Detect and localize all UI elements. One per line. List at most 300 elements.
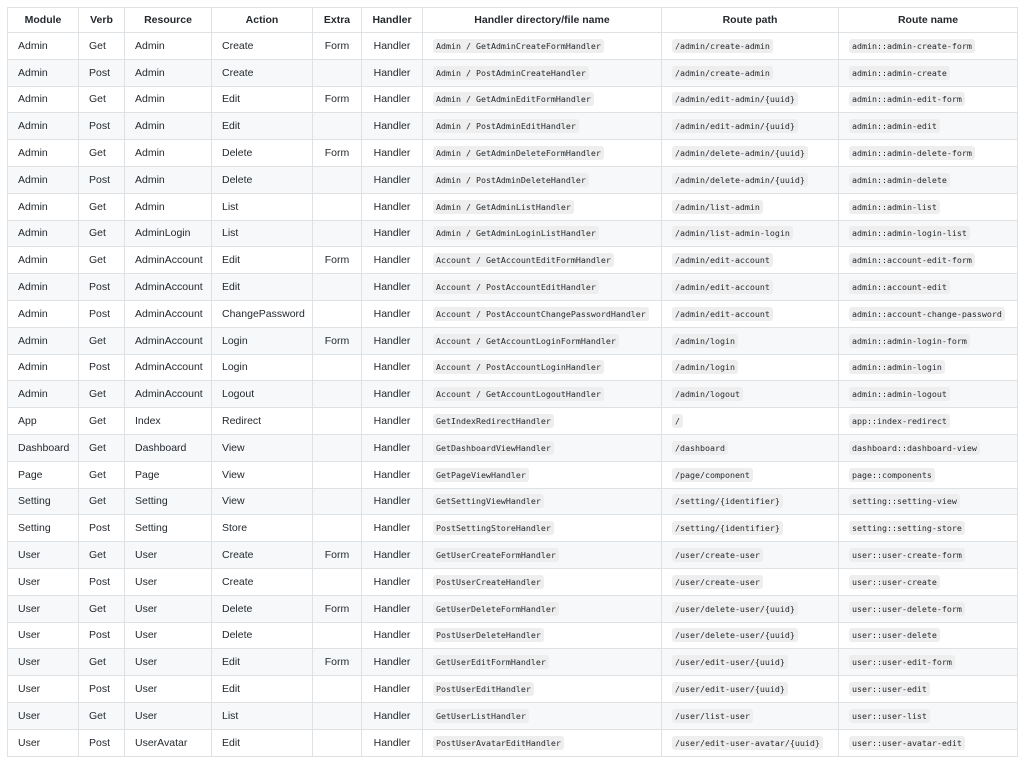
table-row xyxy=(8,59,1018,86)
cell-resource: Admin xyxy=(125,33,212,60)
cell-route-path-code: /admin/edit-account xyxy=(672,307,773,321)
cell-verb: Post xyxy=(79,729,125,756)
cell-route-path-code: /setting/{identifier} xyxy=(672,521,783,535)
cell-handler: Handler xyxy=(362,542,423,569)
cell-handler: Handler xyxy=(362,488,423,515)
cell-route-path-code: /admin/create-admin xyxy=(672,39,773,53)
cell-route-name xyxy=(839,247,1018,274)
cell-handler: Handler xyxy=(362,729,423,756)
cell-route-name xyxy=(839,542,1018,569)
cell-route-name xyxy=(839,702,1018,729)
cell-route-path xyxy=(662,408,839,435)
cell-module: Admin xyxy=(8,274,79,301)
header-verb: Verb xyxy=(79,8,125,33)
cell-route-name-code: user::user-delete-form xyxy=(849,602,965,616)
cell-extra xyxy=(313,274,362,301)
cell-action: Edit xyxy=(212,113,313,140)
cell-route-name-code: setting::setting-view xyxy=(849,494,960,508)
cell-route-path xyxy=(662,729,839,756)
cell-action: Edit xyxy=(212,729,313,756)
table-row xyxy=(8,568,1018,595)
cell-module: User xyxy=(8,676,79,703)
header-handler-file: Handler directory/file name xyxy=(423,8,662,33)
cell-handler-file-code: Account / GetAccountLoginFormHandler xyxy=(433,334,619,348)
cell-route-path-code: /user/create-user xyxy=(672,548,763,562)
cell-route-path xyxy=(662,515,839,542)
table-row xyxy=(8,193,1018,220)
cell-route-path-code: /admin/login xyxy=(672,334,738,348)
cell-handler-file xyxy=(423,247,662,274)
cell-verb: Get xyxy=(79,595,125,622)
table-row xyxy=(8,86,1018,113)
cell-handler: Handler xyxy=(362,86,423,113)
cell-route-name xyxy=(839,86,1018,113)
cell-handler: Handler xyxy=(362,676,423,703)
cell-handler: Handler xyxy=(362,595,423,622)
table-row xyxy=(8,729,1018,756)
cell-verb: Get xyxy=(79,193,125,220)
cell-route-name-code: user::user-list xyxy=(849,709,930,723)
cell-route-path-code: /user/delete-user/{uuid} xyxy=(672,602,798,616)
cell-handler-file-code: Admin / PostAdminDeleteHandler xyxy=(433,173,589,187)
cell-action: List xyxy=(212,193,313,220)
cell-resource: UserAvatar xyxy=(125,729,212,756)
cell-extra xyxy=(313,300,362,327)
cell-handler-file-code: Account / GetAccountLogoutHandler xyxy=(433,387,604,401)
cell-handler-file xyxy=(423,649,662,676)
cell-route-path-code: /admin/delete-admin/{uuid} xyxy=(672,173,808,187)
cell-extra: Form xyxy=(313,327,362,354)
cell-module: Admin xyxy=(8,247,79,274)
cell-handler: Handler xyxy=(362,622,423,649)
header-row xyxy=(8,8,1018,33)
cell-handler: Handler xyxy=(362,59,423,86)
cell-action: View xyxy=(212,434,313,461)
cell-route-path xyxy=(662,542,839,569)
cell-handler-file xyxy=(423,515,662,542)
cell-handler-file xyxy=(423,488,662,515)
cell-route-path xyxy=(662,113,839,140)
table-row xyxy=(8,461,1018,488)
cell-verb: Get xyxy=(79,434,125,461)
cell-route-name xyxy=(839,729,1018,756)
cell-handler: Handler xyxy=(362,515,423,542)
cell-verb: Get xyxy=(79,488,125,515)
cell-route-name-code: admin::admin-delete xyxy=(849,173,950,187)
cell-extra: Form xyxy=(313,595,362,622)
cell-route-path xyxy=(662,140,839,167)
cell-route-name xyxy=(839,381,1018,408)
cell-route-path xyxy=(662,354,839,381)
cell-handler: Handler xyxy=(362,113,423,140)
cell-module: User xyxy=(8,542,79,569)
cell-handler-file-code: Admin / PostAdminCreateHandler xyxy=(433,66,589,80)
cell-verb: Get xyxy=(79,33,125,60)
cell-handler-file-code: Admin / PostAdminEditHandler xyxy=(433,119,579,133)
cell-extra xyxy=(313,729,362,756)
cell-action: Edit xyxy=(212,649,313,676)
cell-handler-file-code: Admin / GetAdminLoginListHandler xyxy=(433,226,599,240)
cell-resource: Page xyxy=(125,461,212,488)
cell-route-path-code: /user/edit-user/{uuid} xyxy=(672,682,788,696)
table-row xyxy=(8,220,1018,247)
table-row xyxy=(8,434,1018,461)
cell-handler: Handler xyxy=(362,140,423,167)
cell-route-name xyxy=(839,461,1018,488)
cell-action: View xyxy=(212,488,313,515)
cell-handler: Handler xyxy=(362,408,423,435)
cell-route-path xyxy=(662,247,839,274)
cell-handler: Handler xyxy=(362,193,423,220)
cell-route-name xyxy=(839,354,1018,381)
cell-route-name-code: admin::admin-login-form xyxy=(849,334,970,348)
cell-action: Edit xyxy=(212,676,313,703)
cell-handler-file xyxy=(423,622,662,649)
cell-handler-file xyxy=(423,86,662,113)
cell-handler-file xyxy=(423,354,662,381)
cell-verb: Get xyxy=(79,408,125,435)
cell-verb: Get xyxy=(79,381,125,408)
cell-resource: Admin xyxy=(125,113,212,140)
cell-module: App xyxy=(8,408,79,435)
cell-handler-file xyxy=(423,434,662,461)
cell-route-path-code: /user/edit-user/{uuid} xyxy=(672,655,788,669)
cell-verb: Post xyxy=(79,515,125,542)
cell-route-name-code: admin::account-edit xyxy=(849,280,950,294)
cell-action: View xyxy=(212,461,313,488)
cell-route-name-code: admin::admin-login xyxy=(849,360,945,374)
cell-action: Edit xyxy=(212,274,313,301)
cell-route-path-code: /admin/delete-admin/{uuid} xyxy=(672,146,808,160)
cell-route-path xyxy=(662,300,839,327)
header-module: Module xyxy=(8,8,79,33)
cell-verb: Get xyxy=(79,649,125,676)
cell-resource: AdminLogin xyxy=(125,220,212,247)
cell-route-name xyxy=(839,488,1018,515)
table-row xyxy=(8,113,1018,140)
cell-module: Admin xyxy=(8,140,79,167)
cell-route-name-code: setting::setting-store xyxy=(849,521,965,535)
cell-route-path-code: /admin/edit-account xyxy=(672,280,773,294)
cell-resource: Admin xyxy=(125,140,212,167)
cell-handler-file-code: Account / PostAccountEditHandler xyxy=(433,280,599,294)
cell-handler: Handler xyxy=(362,33,423,60)
table-row xyxy=(8,676,1018,703)
cell-route-path-code: /dashboard xyxy=(672,441,728,455)
cell-extra: Form xyxy=(313,542,362,569)
cell-extra xyxy=(313,676,362,703)
cell-extra xyxy=(313,702,362,729)
cell-action: Delete xyxy=(212,140,313,167)
cell-verb: Post xyxy=(79,274,125,301)
cell-route-path-code: /admin/create-admin xyxy=(672,66,773,80)
cell-handler: Handler xyxy=(362,649,423,676)
cell-verb: Post xyxy=(79,300,125,327)
cell-route-name-code: user::user-create-form xyxy=(849,548,965,562)
cell-verb: Get xyxy=(79,542,125,569)
cell-module: Admin xyxy=(8,86,79,113)
cell-action: Redirect xyxy=(212,408,313,435)
cell-extra: Form xyxy=(313,247,362,274)
cell-handler-file xyxy=(423,33,662,60)
cell-handler-file xyxy=(423,166,662,193)
cell-action: Create xyxy=(212,33,313,60)
cell-handler-file xyxy=(423,140,662,167)
cell-handler-file-code: PostUserDeleteHandler xyxy=(433,628,544,642)
cell-route-path-code: /user/create-user xyxy=(672,575,763,589)
cell-verb: Get xyxy=(79,86,125,113)
cell-route-name-code: dashboard::dashboard-view xyxy=(849,441,980,455)
cell-module: Admin xyxy=(8,33,79,60)
cell-handler-file xyxy=(423,729,662,756)
cell-verb: Get xyxy=(79,327,125,354)
header-extra: Extra xyxy=(313,8,362,33)
cell-module: User xyxy=(8,649,79,676)
cell-route-path-code: /user/list-user xyxy=(672,709,753,723)
cell-action: Delete xyxy=(212,622,313,649)
cell-handler: Handler xyxy=(362,461,423,488)
table-row xyxy=(8,702,1018,729)
cell-handler-file-code: PostUserEditHandler xyxy=(433,682,534,696)
cell-resource: Dashboard xyxy=(125,434,212,461)
cell-handler-file xyxy=(423,327,662,354)
cell-resource: Admin xyxy=(125,86,212,113)
cell-extra xyxy=(313,59,362,86)
cell-extra xyxy=(313,515,362,542)
cell-handler-file-code: GetPageViewHandler xyxy=(433,468,529,482)
cell-action: Create xyxy=(212,568,313,595)
cell-route-name-code: admin::account-edit-form xyxy=(849,253,975,267)
cell-module: Admin xyxy=(8,327,79,354)
cell-resource: User xyxy=(125,649,212,676)
cell-handler: Handler xyxy=(362,354,423,381)
cell-extra xyxy=(313,113,362,140)
cell-handler-file xyxy=(423,461,662,488)
cell-handler: Handler xyxy=(362,166,423,193)
cell-route-path-code: /page/component xyxy=(672,468,753,482)
cell-route-path xyxy=(662,59,839,86)
cell-module: Admin xyxy=(8,166,79,193)
cell-module: User xyxy=(8,729,79,756)
cell-module: Page xyxy=(8,461,79,488)
cell-route-path xyxy=(662,488,839,515)
cell-extra xyxy=(313,381,362,408)
header-route-name: Route name xyxy=(839,8,1018,33)
table-body xyxy=(8,33,1018,757)
cell-extra xyxy=(313,220,362,247)
table-row xyxy=(8,247,1018,274)
cell-extra xyxy=(313,434,362,461)
table-row xyxy=(8,327,1018,354)
cell-route-path-code: / xyxy=(672,414,683,428)
cell-handler-file xyxy=(423,676,662,703)
cell-route-name xyxy=(839,300,1018,327)
cell-module: Admin xyxy=(8,381,79,408)
cell-handler-file xyxy=(423,113,662,140)
cell-action: List xyxy=(212,220,313,247)
cell-handler-file-code: PostUserCreateHandler xyxy=(433,575,544,589)
table-row xyxy=(8,649,1018,676)
cell-route-path-code: /admin/list-admin-login xyxy=(672,226,793,240)
cell-extra xyxy=(313,461,362,488)
cell-resource: User xyxy=(125,595,212,622)
cell-handler-file-code: PostSettingStoreHandler xyxy=(433,521,554,535)
cell-route-name xyxy=(839,434,1018,461)
cell-module: User xyxy=(8,702,79,729)
cell-action: Create xyxy=(212,59,313,86)
cell-handler-file-code: Admin / GetAdminDeleteFormHandler xyxy=(433,146,604,160)
cell-extra xyxy=(313,568,362,595)
cell-verb: Get xyxy=(79,702,125,729)
header-resource: Resource xyxy=(125,8,212,33)
cell-handler-file xyxy=(423,542,662,569)
cell-resource: AdminAccount xyxy=(125,300,212,327)
cell-handler: Handler xyxy=(362,381,423,408)
cell-resource: User xyxy=(125,622,212,649)
cell-route-name xyxy=(839,327,1018,354)
cell-route-name-code: app::index-redirect xyxy=(849,414,950,428)
cell-action: Create xyxy=(212,542,313,569)
cell-route-name-code: admin::admin-delete-form xyxy=(849,146,975,160)
cell-route-name xyxy=(839,220,1018,247)
cell-module: Setting xyxy=(8,488,79,515)
cell-handler: Handler xyxy=(362,220,423,247)
cell-handler-file-code: Account / PostAccountLoginHandler xyxy=(433,360,604,374)
cell-route-path-code: /admin/edit-admin/{uuid} xyxy=(672,92,798,106)
cell-route-name xyxy=(839,622,1018,649)
cell-handler-file-code: GetUserCreateFormHandler xyxy=(433,548,559,562)
cell-route-name xyxy=(839,140,1018,167)
cell-verb: Get xyxy=(79,140,125,167)
cell-module: Admin xyxy=(8,113,79,140)
cell-route-path xyxy=(662,702,839,729)
cell-route-name xyxy=(839,33,1018,60)
cell-handler-file-code: GetIndexRedirectHandler xyxy=(433,414,554,428)
cell-handler-file-code: Admin / GetAdminListHandler xyxy=(433,200,574,214)
cell-extra: Form xyxy=(313,649,362,676)
cell-module: User xyxy=(8,595,79,622)
cell-handler-file xyxy=(423,274,662,301)
cell-handler-file xyxy=(423,193,662,220)
cell-resource: AdminAccount xyxy=(125,247,212,274)
cell-handler-file-code: Admin / GetAdminEditFormHandler xyxy=(433,92,594,106)
cell-handler-file xyxy=(423,59,662,86)
cell-module: Admin xyxy=(8,59,79,86)
cell-resource: User xyxy=(125,568,212,595)
cell-module: Admin xyxy=(8,300,79,327)
cell-handler-file-code: GetUserDeleteFormHandler xyxy=(433,602,559,616)
cell-extra xyxy=(313,622,362,649)
cell-action: Login xyxy=(212,327,313,354)
cell-action: Delete xyxy=(212,166,313,193)
cell-action: Store xyxy=(212,515,313,542)
cell-verb: Post xyxy=(79,676,125,703)
cell-route-name-code: admin::account-change-password xyxy=(849,307,1005,321)
table-row xyxy=(8,300,1018,327)
cell-resource: Admin xyxy=(125,193,212,220)
cell-route-name-code: admin::admin-edit xyxy=(849,119,940,133)
cell-route-name-code: user::user-delete xyxy=(849,628,940,642)
cell-route-name-code: admin::admin-list xyxy=(849,200,940,214)
cell-handler: Handler xyxy=(362,568,423,595)
cell-handler-file-code: GetDashboardViewHandler xyxy=(433,441,554,455)
cell-handler-file-code: Account / GetAccountEditFormHandler xyxy=(433,253,614,267)
cell-resource: Setting xyxy=(125,515,212,542)
table-row xyxy=(8,33,1018,60)
cell-module: Setting xyxy=(8,515,79,542)
cell-resource: User xyxy=(125,676,212,703)
cell-route-path xyxy=(662,166,839,193)
cell-module: Admin xyxy=(8,220,79,247)
cell-handler-file-code: GetUserEditFormHandler xyxy=(433,655,549,669)
cell-extra xyxy=(313,488,362,515)
table-row xyxy=(8,595,1018,622)
cell-handler: Handler xyxy=(362,327,423,354)
cell-route-path xyxy=(662,381,839,408)
cell-handler-file-code: PostUserAvatarEditHandler xyxy=(433,736,564,750)
cell-extra xyxy=(313,354,362,381)
cell-route-path-code: /admin/login xyxy=(672,360,738,374)
cell-route-path-code: /admin/logout xyxy=(672,387,743,401)
header-handler: Handler xyxy=(362,8,423,33)
cell-route-path xyxy=(662,33,839,60)
cell-route-name-code: admin::admin-logout xyxy=(849,387,950,401)
cell-route-name-code: admin::admin-create-form xyxy=(849,39,975,53)
cell-route-name xyxy=(839,676,1018,703)
header-action: Action xyxy=(212,8,313,33)
cell-route-name xyxy=(839,515,1018,542)
cell-route-name-code: user::user-edit xyxy=(849,682,930,696)
cell-route-path xyxy=(662,461,839,488)
cell-verb: Get xyxy=(79,461,125,488)
cell-route-name-code: user::user-create xyxy=(849,575,940,589)
cell-route-name-code: admin::admin-login-list xyxy=(849,226,970,240)
cell-route-path-code: /setting/{identifier} xyxy=(672,494,783,508)
cell-extra: Form xyxy=(313,86,362,113)
cell-resource: Index xyxy=(125,408,212,435)
cell-verb: Post xyxy=(79,59,125,86)
cell-verb: Post xyxy=(79,622,125,649)
cell-resource: AdminAccount xyxy=(125,381,212,408)
cell-verb: Post xyxy=(79,354,125,381)
cell-resource: User xyxy=(125,702,212,729)
cell-handler-file xyxy=(423,381,662,408)
table-row xyxy=(8,542,1018,569)
table-row xyxy=(8,488,1018,515)
cell-route-name xyxy=(839,113,1018,140)
routes-table xyxy=(7,7,1018,757)
cell-handler: Handler xyxy=(362,247,423,274)
cell-route-name xyxy=(839,408,1018,435)
table-row xyxy=(8,354,1018,381)
cell-handler-file xyxy=(423,300,662,327)
cell-extra xyxy=(313,408,362,435)
cell-handler-file xyxy=(423,408,662,435)
cell-verb: Get xyxy=(79,220,125,247)
cell-resource: Admin xyxy=(125,166,212,193)
cell-route-name xyxy=(839,166,1018,193)
cell-handler-file xyxy=(423,568,662,595)
cell-route-name xyxy=(839,649,1018,676)
cell-route-path xyxy=(662,86,839,113)
cell-handler-file-code: Admin / GetAdminCreateFormHandler xyxy=(433,39,604,53)
cell-resource: AdminAccount xyxy=(125,274,212,301)
cell-route-path-code: /admin/list-admin xyxy=(672,200,763,214)
cell-action: Logout xyxy=(212,381,313,408)
cell-route-path xyxy=(662,676,839,703)
cell-route-path-code: /user/edit-user-avatar/{uuid} xyxy=(672,736,823,750)
cell-resource: User xyxy=(125,542,212,569)
